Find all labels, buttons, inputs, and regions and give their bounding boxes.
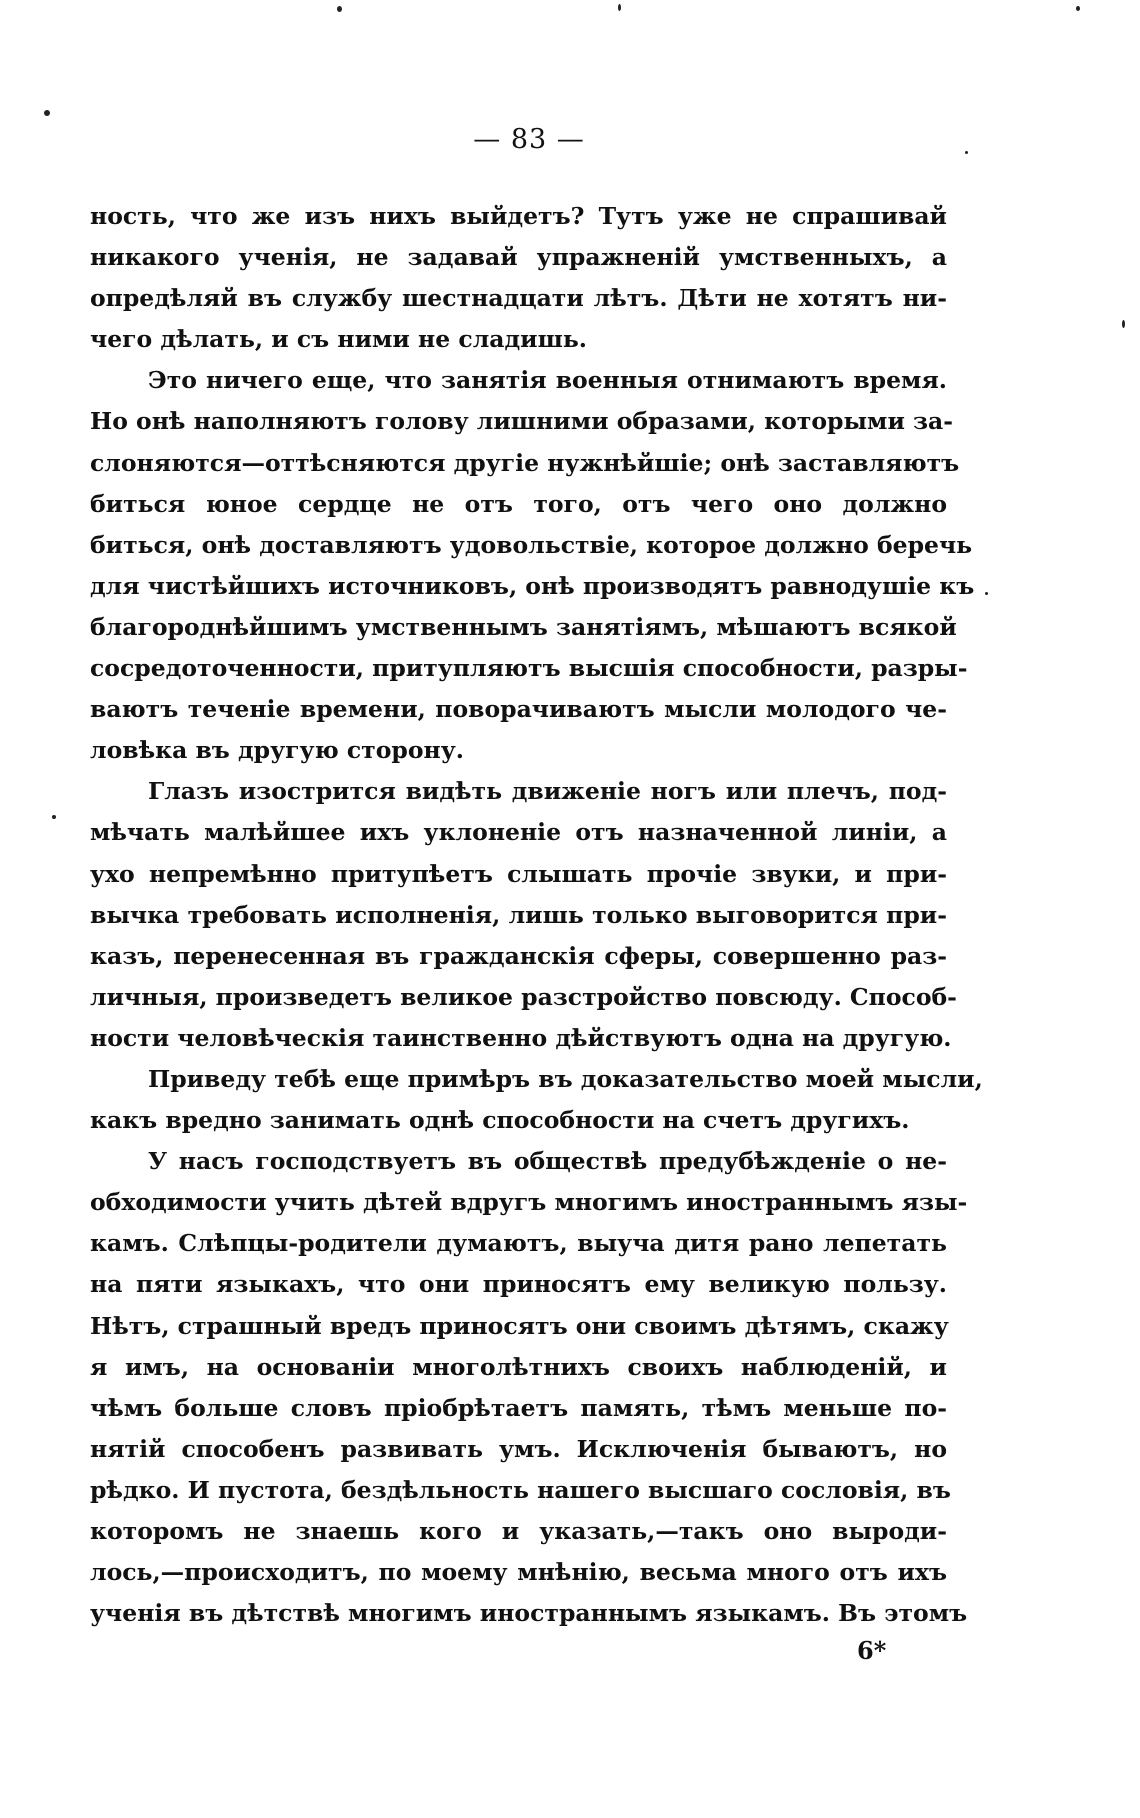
text-line: опредѣляй въ службу шестнадцати лѣтъ. Дѣти не хотятъ ни-: [90, 284, 947, 313]
text-line: камъ. Слѣпцы-родители думаютъ, выуча дитя рано лепетать: [90, 1229, 947, 1258]
scan-speck: [1076, 6, 1080, 11]
body-text: [90, 196, 983, 1634]
scan-speck: [965, 151, 968, 154]
text-line: которомъ не знаешь кого и указать,—такъ оно выроди-: [90, 1517, 947, 1545]
text-line: для чистѣйшихъ источниковъ, онѣ производятъ равнодушіе къ: [90, 571, 975, 600]
text-line: слоняются—оттѣсняются другіе нужнѣйшіе; онѣ заставляютъ: [90, 448, 960, 477]
text-line: личныя, произведетъ великое разстройство повсюду. Способ-: [90, 982, 957, 1011]
text-line: Приведу тебѣ еще примѣръ въ доказательство моей мысли,: [148, 1064, 983, 1093]
text-line: Глазъ изострится видѣть движеніе ногъ или плечъ, под-: [148, 777, 947, 806]
text-line: биться, онѣ доставляютъ удовольствіе, которое должно беречь: [90, 530, 973, 559]
paragraph: [90, 360, 975, 771]
text-line: никакого ученія, не задавай упражненій умственныхъ, а: [90, 243, 947, 272]
text-line: чего дѣлать, и съ ними не сладишь.: [90, 325, 587, 354]
text-line: вычка требовать исполненія, лишь только выговорится при-: [90, 900, 947, 929]
text-line: какъ вредно занимать однѣ способности на счетъ другихъ.: [90, 1106, 910, 1135]
text-line: ухо непремѣнно притупѣетъ слышать прочіе звуки, и при-: [90, 859, 947, 888]
paragraph: [90, 196, 947, 360]
scan-speck: [1122, 320, 1125, 328]
text-line: обходимости учить дѣтей вдругъ многимъ иностраннымъ язы-: [90, 1188, 968, 1217]
page-number: — 83 —: [473, 124, 585, 155]
paragraph: [90, 1059, 983, 1141]
text-line: ловѣка въ другую сторону.: [90, 736, 464, 765]
scan-speck: [52, 815, 56, 819]
text-line: на пяти языкахъ, что они приносятъ ему великую пользу.: [90, 1270, 947, 1299]
signature-mark: 6*: [857, 1636, 887, 1665]
scan-speck: [337, 6, 342, 12]
text-line: благороднѣйшимъ умственнымъ занятіямъ, мѣшаютъ всякой: [90, 612, 957, 641]
text-line: лось,—происходитъ, по моему мнѣнію, весьма много отъ ихъ: [90, 1558, 947, 1587]
scan-speck: [985, 592, 988, 595]
text-line: ученія въ дѣтствѣ многимъ иностраннымъ языкамъ. Въ этомъ: [90, 1599, 968, 1628]
text-line: я имъ, на основаніи многолѣтнихъ своихъ наблюденій, и: [90, 1352, 947, 1381]
text-line: ность, что же изъ нихъ выйдетъ? Тутъ уже не спрашивай: [90, 202, 947, 230]
text-line: чѣмъ больше словъ пріобрѣтаетъ память, тѣмъ меньше по-: [90, 1393, 947, 1422]
text-line: мѣчать малѣйшее ихъ уклоненіе отъ назначенной линіи, а: [90, 818, 947, 847]
scan-speck: [44, 110, 50, 116]
text-line: биться юное сердце не отъ того, отъ чего оно должно: [90, 489, 947, 518]
text-line: ности человѣческія таинственно дѣйствуютъ одна на другую.: [90, 1023, 952, 1052]
paragraph: [90, 771, 957, 1059]
paragraph: [90, 1141, 968, 1634]
scan-speck: [618, 4, 621, 11]
text-line: У насъ господствуетъ въ обществѣ предубѣжденіе о не-: [148, 1147, 947, 1176]
text-line: казъ, перенесенная въ гражданскія сферы, совершенно раз-: [90, 941, 947, 970]
text-line: Это ничего еще, что занятія военныя отнимаютъ время.: [148, 366, 947, 395]
text-line: рѣдко. И пустота, бездѣльность нашего высшаго сословія, въ: [90, 1475, 951, 1504]
text-line: Нѣтъ, страшный вредъ приносятъ они своимъ дѣтямъ, скажу: [90, 1311, 949, 1340]
text-line: нятій способенъ развивать умъ. Исключенія бываютъ, но: [90, 1434, 947, 1463]
text-line: Но онѣ наполняютъ голову лишними образами, которыми за-: [90, 407, 954, 436]
text-line: сосредоточенности, притупляютъ высшія способности, разры-: [90, 654, 968, 683]
text-line: ваютъ теченіе времени, поворачиваютъ мысли молодого че-: [90, 695, 947, 724]
